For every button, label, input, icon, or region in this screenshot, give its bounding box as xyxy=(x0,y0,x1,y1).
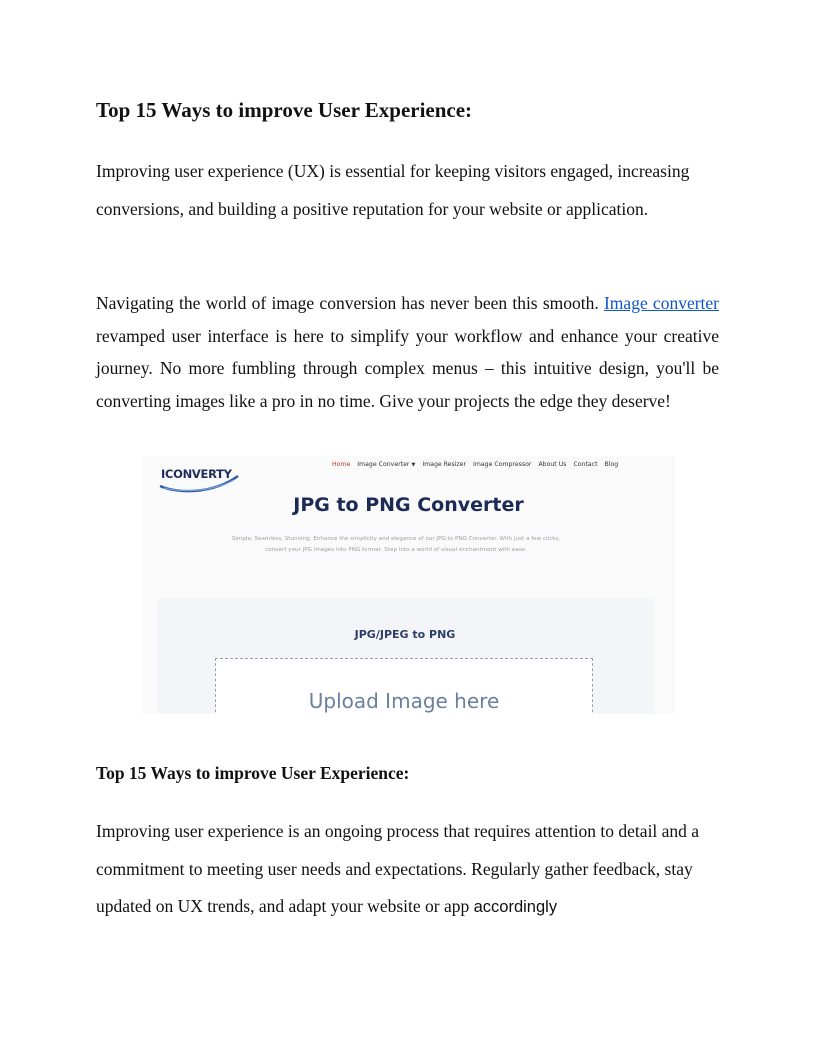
closing-paragraph xyxy=(96,813,736,927)
converter-paragraph-start: Navigating the world of image conversion has never been this smooth. xyxy=(96,293,604,313)
iconverty-logo xyxy=(158,462,232,492)
converter-paragraph xyxy=(96,287,719,417)
converter-title: JPG to PNG Converter xyxy=(293,494,524,516)
nav-blog[interactable]: Blog xyxy=(604,461,619,468)
converter-paragraph-end: revamped user interface is here to simplify your workflow and enhance your creative journey. No more fumbling through complex menus – this intuitive design, you'll be converting images like a pro in no time. Give your projects the edge they deserve! xyxy=(96,325,719,411)
intro-paragraph: Improving user experience (UX) is essential for keeping visitors engaged, increasing conversions, and building a positive reputation for your website or application. xyxy=(96,161,690,219)
site-nav xyxy=(332,461,618,468)
nav-image-converter[interactable] xyxy=(357,461,415,468)
closing-paragraph-main: Improving user experience is an ongoing process that requires attention to detail and a commitment to meeting user needs and expectations. Regularly gather feedback, stay updated on UX trends, and adapt your website or app xyxy=(96,821,700,916)
nav-home[interactable]: Home xyxy=(332,461,351,468)
page-heading: Top 15 Ways to improve User Experience: xyxy=(96,98,473,122)
converter-panel xyxy=(157,598,653,714)
converter-description: Simple, Seamless, Stunning. Enhance the simplicity and elegance of our JPG to PNG Converter. With just a few clicks, convert your JPG images into PNG format. Step into a world of visual enchantment with ease. xyxy=(231,536,561,553)
upload-dropzone[interactable] xyxy=(215,658,593,714)
nav-contact[interactable]: Contact xyxy=(573,461,598,468)
converter-screenshot xyxy=(142,456,675,714)
nav-image-converter-label: Image Converter xyxy=(357,461,410,468)
logo-text: ICONVERTY xyxy=(161,467,232,481)
chevron-down-icon: ▼ xyxy=(411,462,416,468)
panel-title: JPG/JPEG to PNG xyxy=(354,628,456,641)
nav-image-compressor[interactable]: Image Compressor xyxy=(473,461,532,468)
upload-label: Upload Image here xyxy=(308,689,500,713)
section-heading: Top 15 Ways to improve User Experience: xyxy=(96,763,410,783)
closing-paragraph-tail: accordingly xyxy=(473,898,558,916)
nav-about[interactable]: About Us xyxy=(538,461,567,468)
nav-image-resizer[interactable]: Image Resizer xyxy=(422,461,467,468)
image-converter-link[interactable]: Image converter xyxy=(603,293,720,313)
